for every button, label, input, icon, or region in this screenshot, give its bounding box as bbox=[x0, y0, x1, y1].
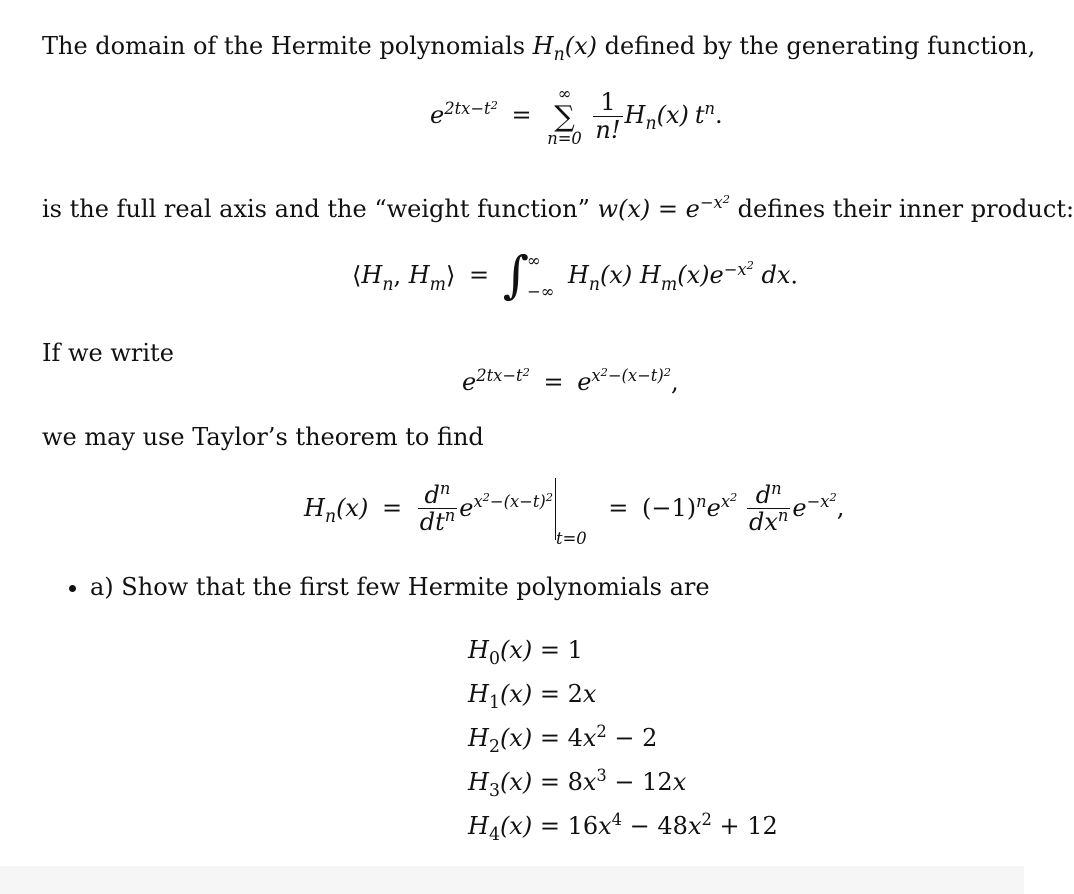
intro-paragraph bbox=[42, 31, 1035, 64]
weight-paragraph bbox=[42, 191, 1074, 228]
generating-function-equation: $e^{2tx-t^2}$ = ∞ ∑ n=0 $\frac{1}{n!}$ $H_n(x)$ $t^n$. bbox=[430, 84, 723, 149]
weight-function-inline: $w(x) = e^{-x^2}$ bbox=[597, 191, 730, 223]
rodrigues-formula-equation: $H_n(x)$ = $\frac{d^n}{dt^n}$ $e^{x^2-(x-t)^2}t=0 = (-1)^ne^{x^2}$ $\frac{d^n}{dx^n}$ $e^{-x^2}$, bbox=[304, 478, 845, 548]
if-we-write-text: If we write bbox=[42, 339, 174, 367]
intro-text-end: defined by the generating function, bbox=[597, 32, 1036, 60]
weight-text-start: is the full real axis and the “weight function” bbox=[42, 195, 598, 223]
hermite-h2: $H_2(x) = 4x^2 - 2$ bbox=[468, 722, 658, 758]
weight-text-end: defines their inner product: bbox=[729, 195, 1074, 223]
hermite-h3: $H_3(x) = 8x^3 - 12x$ bbox=[468, 766, 687, 802]
hermite-h4: $H_4(x) = 16x^4 - 48x^2 + 12$ bbox=[468, 810, 778, 846]
hermite-polynomial-list bbox=[468, 632, 778, 852]
hermite-h1: $H_1(x) = 2x$ bbox=[468, 680, 597, 714]
hermite-symbol-inline: $H_n(x)$ bbox=[532, 32, 597, 66]
bottom-strip bbox=[0, 866, 1024, 894]
intro-text-start: The domain of the Hermite polynomials bbox=[42, 32, 533, 60]
taylor-text: we may use Taylor’s theorem to find bbox=[42, 423, 484, 451]
part-a-item: • a) Show that the first few Hermite polynomials are bbox=[90, 572, 710, 602]
hermite-h0: $H_0(x) = 1$ bbox=[468, 636, 583, 670]
rewrite-equation: $e^{2tx-t^2} = e^{x^2-(x-t)^2}$, bbox=[462, 364, 679, 396]
inner-product-equation: $⟨H_n$, $H_m⟩$ = ∫ ∞ −∞ $H_n(x)$ $H_m(x)e^{-x^2}$ dx. bbox=[352, 244, 798, 304]
parts-list bbox=[60, 572, 710, 602]
